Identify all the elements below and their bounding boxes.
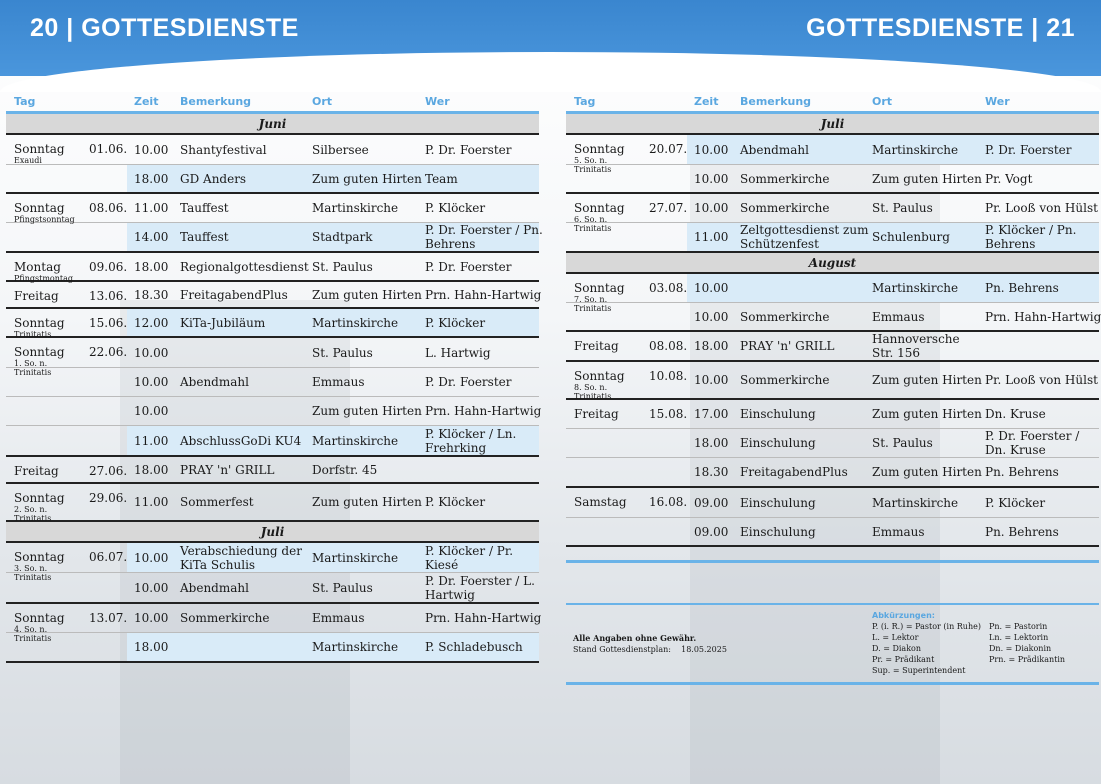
time: 10.00: [694, 142, 729, 157]
time: 11.00: [134, 201, 169, 215]
table-row: [566, 135, 1099, 174]
day-name: Sonntag: [574, 369, 625, 383]
date: 09.06.: [89, 260, 128, 274]
col-time: Zeit: [694, 95, 719, 108]
day-name: Sonntag: [574, 142, 625, 156]
who: P. Klöcker: [425, 201, 486, 215]
abbr-item: Pn. = Pastorin: [989, 622, 1048, 631]
time: 09.00: [694, 495, 729, 510]
note: PRAY 'n' GRILL: [740, 339, 835, 353]
who: P. Dr. Foerster: [985, 142, 1072, 157]
day-sub: 8. So. n. Trinitatis: [574, 383, 612, 401]
note: AbschlussGoDi KU4: [180, 433, 302, 448]
place: Silbersee: [312, 142, 369, 157]
note: Sommerkirche: [740, 171, 830, 186]
time: 18.00: [134, 462, 169, 477]
place: Zum guten Hirten: [312, 404, 422, 418]
note: KiTa-Jubiläum: [180, 315, 266, 330]
col-time: Zeit: [134, 95, 159, 108]
day-sub: 7. So. n. Trinitatis: [574, 295, 612, 313]
time: 10.00: [694, 171, 729, 186]
time: 10.00: [134, 142, 169, 157]
footer-divider-bottom: [566, 682, 1099, 685]
time: 10.00: [134, 404, 169, 418]
table-row: [6, 604, 542, 643]
day-name: Sonntag: [574, 201, 625, 215]
table-row: [6, 165, 539, 194]
time: 18.00: [694, 339, 729, 353]
note: Einschulung: [740, 524, 816, 539]
day-sub: Exaudi: [14, 156, 42, 165]
who: Pr. Vogt: [985, 171, 1033, 186]
table-header: [566, 92, 1099, 114]
table-row: [6, 368, 539, 397]
who: Pn. Behrens: [985, 524, 1059, 539]
who: P. Klöcker: [425, 315, 486, 330]
abbr-item: Pr. = Prädikant: [872, 655, 935, 664]
date: 01.06.: [89, 142, 128, 156]
who: Pn. Behrens: [985, 465, 1059, 479]
left-page-title: 20 | GOTTESDIENSTE: [30, 14, 299, 42]
day-name: Sonntag: [14, 142, 65, 156]
who: P. Dr. Foerster / Dn. Kruse: [985, 429, 1080, 457]
who: P. Dr. Foerster / Pn. Behrens: [425, 223, 543, 251]
table-row: [566, 429, 1099, 458]
place: Stadtpark: [312, 230, 373, 244]
place: Martinskirche: [872, 142, 959, 157]
note: Tauffest: [180, 201, 229, 215]
table-row: [566, 165, 1099, 194]
who: Prn. Hahn-Hartwig: [425, 287, 542, 302]
place: Emmaus: [872, 524, 925, 539]
table-row: [6, 573, 539, 604]
date: 13.06.: [89, 289, 128, 303]
note: Abendmahl: [180, 375, 249, 389]
day-sub: Pfingstmontag: [14, 274, 73, 283]
day-name: Freitag: [14, 464, 59, 478]
place: Martinskirche: [312, 550, 399, 565]
day-name: Sonntag: [14, 201, 65, 215]
table-row: [6, 426, 539, 457]
date: 27.07.: [649, 201, 688, 215]
time: 11.00: [134, 433, 169, 448]
month-heading: Juli: [6, 522, 539, 543]
who: P. Klöcker / Ln. Frehrking: [425, 426, 517, 455]
table-row: [566, 303, 1099, 332]
col-place: Ort: [872, 95, 893, 108]
table-row: [566, 223, 1099, 253]
day-sub: Pfingstsonntag: [14, 215, 75, 224]
note: Zeltgottesdienst zum Schützenfest: [740, 223, 869, 251]
table-row: [6, 194, 539, 223]
disclaimer-text: Alle Angaben ohne Gewähr.: [573, 633, 697, 643]
place: Zum guten Hirten: [872, 373, 982, 387]
note: Sommerfest: [180, 495, 254, 509]
place: Martinskirche: [872, 495, 959, 510]
date: 08.08.: [649, 339, 688, 353]
place: Martinskirche: [872, 281, 959, 295]
abbreviations-title: Abkürzungen:: [872, 611, 935, 620]
time: 10.00: [694, 281, 729, 295]
table-row: [6, 633, 539, 663]
place: St. Paulus: [872, 436, 933, 450]
place: Zum guten Hirten: [312, 495, 422, 509]
day-name: Samstag: [574, 495, 627, 509]
time: 10.00: [694, 373, 729, 387]
table-row: [6, 397, 542, 426]
plan-date: Stand Gottesdienstplan: 18.05.2025: [573, 645, 727, 654]
place: Zum guten Hirten: [312, 171, 422, 186]
time: 12.00: [134, 315, 169, 330]
who: P. Schladebusch: [425, 640, 523, 654]
table-row: [566, 332, 1099, 362]
table-row: [566, 194, 1099, 233]
who: P. Dr. Foerster: [425, 142, 512, 157]
table-row: [6, 223, 543, 253]
table-row: [6, 338, 539, 377]
date: 16.08.: [649, 495, 688, 509]
col-day: Tag: [14, 95, 36, 108]
abbr-item: P. (i. R.) = Pastor (in Ruhe): [872, 622, 981, 631]
footer-divider-mid: [566, 603, 1099, 605]
note: Sommerkirche: [740, 309, 830, 324]
day-sub: 1. So. n. Trinitatis: [14, 359, 52, 377]
date: 29.06.: [89, 491, 128, 505]
time: 17.00: [694, 407, 729, 421]
time: 10.00: [694, 201, 729, 215]
day-sub: Trinitatis: [14, 330, 52, 339]
table-row: [6, 457, 539, 484]
place: Martinskirche: [312, 433, 399, 448]
day-name: Montag: [14, 260, 61, 274]
day-name: Sonntag: [574, 281, 625, 295]
who: P. Klöcker / Pr. Kiesé: [425, 543, 514, 572]
time: 09.00: [694, 524, 729, 539]
disclaimer: [573, 633, 727, 654]
date: 13.07.: [89, 611, 128, 625]
who: Pn. Behrens: [985, 281, 1059, 295]
abbr-item: D. = Diakon: [872, 644, 922, 653]
day-sub: 5. So. n. Trinitatis: [574, 156, 612, 174]
day-sub: 4. So. n. Trinitatis: [14, 625, 52, 643]
day-name: Freitag: [574, 407, 619, 421]
place: St. Paulus: [312, 259, 373, 274]
table-header: [6, 92, 539, 114]
day-sub: 6. So. n. Trinitatis: [574, 215, 612, 233]
who: P. Klöcker: [425, 495, 486, 509]
date: 27.06.: [89, 464, 128, 478]
note: Sommerkirche: [740, 201, 830, 215]
place: St. Paulus: [312, 345, 373, 360]
time: 18.00: [134, 259, 169, 274]
who: Pr. Looß von Hülst: [985, 373, 1098, 387]
note: Shantyfestival: [180, 142, 267, 157]
place: St. Paulus: [312, 580, 373, 595]
time: 18.30: [694, 465, 729, 479]
abbr-item: Dn. = Diakonin: [989, 644, 1052, 653]
abbr-item: L. = Lektor: [872, 633, 919, 642]
place: Dorfstr. 45: [312, 462, 378, 477]
time: 18.00: [694, 436, 729, 450]
who: L. Hartwig: [425, 345, 491, 360]
note: Einschulung: [740, 407, 816, 421]
table-row: [6, 309, 539, 338]
month-heading: August: [566, 253, 1099, 274]
day-name: Freitag: [14, 289, 59, 303]
time: 18.30: [134, 287, 169, 302]
time: 14.00: [134, 230, 169, 244]
day-name: Sonntag: [14, 611, 65, 625]
col-note: Bemerkung: [740, 95, 812, 108]
note: Regionalgottesdienst: [180, 259, 309, 274]
place: St. Paulus: [872, 201, 933, 215]
place: Martinskirche: [312, 640, 399, 654]
right-schedule-table: [566, 92, 1099, 547]
day-sub: 2. So. n. Trinitatis: [14, 505, 52, 523]
time: 10.00: [134, 345, 169, 360]
time: 18.00: [134, 171, 169, 186]
time: 10.00: [134, 550, 169, 565]
note: GD Anders: [180, 171, 247, 186]
footer-divider-top: [566, 560, 1099, 563]
time: 10.00: [134, 375, 169, 389]
col-note: Bemerkung: [180, 95, 252, 108]
date: 06.07.: [89, 550, 128, 564]
col-who: Wer: [985, 95, 1010, 108]
who: P. Dr. Foerster: [425, 259, 512, 274]
table-row: [566, 458, 1099, 488]
note: Einschulung: [740, 436, 816, 450]
place: Schulenburg: [872, 230, 950, 244]
place: Emmaus: [312, 375, 365, 389]
table-row: [6, 543, 539, 582]
table-row: [6, 253, 539, 282]
day-name: Freitag: [574, 339, 619, 353]
col-day: Tag: [574, 95, 596, 108]
time: 10.00: [134, 580, 169, 595]
abbr-item: Prn. = Prädikantin: [989, 655, 1066, 664]
date: 20.07.: [649, 142, 688, 156]
place: Zum guten Hirten: [872, 171, 982, 186]
who: Prn. Hahn-Hartwig: [425, 404, 542, 418]
abbreviations-left: [872, 621, 981, 676]
month-heading: Juli: [566, 114, 1099, 135]
table-row: [6, 282, 542, 309]
who: Pr. Looß von Hülst: [985, 201, 1098, 215]
table-row: [566, 400, 1099, 429]
abbr-item: Ln. = Lektorin: [989, 633, 1049, 642]
abbr-item: Sup. = Superintendent: [872, 666, 966, 675]
who: Dn. Kruse: [985, 407, 1046, 421]
place: Hannoversche Str. 156: [872, 332, 960, 360]
time: 10.00: [134, 611, 169, 625]
who: P. Klöcker: [985, 495, 1046, 510]
time: 11.00: [694, 230, 729, 244]
note: PRAY 'n' GRILL: [180, 462, 275, 477]
note: FreitagabendPlus: [180, 287, 288, 302]
date: 03.08.: [649, 281, 688, 295]
who: Prn. Hahn-Hartwig: [425, 611, 542, 625]
date: 15.08.: [649, 407, 688, 421]
table-row: [6, 484, 539, 522]
table-row: [566, 488, 1099, 518]
day-name: Sonntag: [14, 316, 65, 330]
left-schedule-table: [6, 92, 543, 663]
table-row: [566, 362, 1099, 400]
table-row: [566, 274, 1099, 313]
table-row: [6, 135, 539, 165]
date: 10.08.: [649, 369, 688, 383]
note: Verabschiedung der KiTa Schulis: [180, 543, 302, 572]
date: 08.06.: [89, 201, 128, 215]
note: Einschulung: [740, 495, 816, 510]
place: Zum guten Hirten: [872, 407, 982, 421]
note: Tauffest: [180, 230, 229, 244]
note: Abendmahl: [180, 580, 249, 595]
who: P. Klöcker / Pn. Behrens: [985, 223, 1077, 251]
who: Prn. Hahn-Hartwig: [985, 309, 1101, 324]
day-name: Sonntag: [14, 550, 65, 564]
note: Abendmahl: [740, 142, 809, 157]
abbreviations-right: [989, 621, 1065, 665]
place: Martinskirche: [312, 201, 399, 215]
who: Team: [425, 171, 458, 186]
month-heading: Juni: [6, 114, 539, 135]
place: Emmaus: [312, 611, 365, 625]
note: Sommerkirche: [180, 611, 270, 625]
who: P. Dr. Foerster / L. Hartwig: [425, 573, 535, 602]
col-place: Ort: [312, 95, 333, 108]
time: 10.00: [694, 309, 729, 324]
note: FreitagabendPlus: [740, 465, 848, 479]
note: Sommerkirche: [740, 373, 830, 387]
day-name: Sonntag: [14, 345, 65, 359]
place: Zum guten Hirten: [312, 287, 422, 302]
place: Zum guten Hirten: [872, 465, 982, 479]
who: P. Dr. Foerster: [425, 375, 512, 389]
time: 11.00: [134, 495, 169, 509]
date: 15.06.: [89, 316, 128, 330]
day-name: Sonntag: [14, 491, 65, 505]
time: 18.00: [134, 640, 169, 654]
day-sub: 3. So. n. Trinitatis: [14, 564, 52, 582]
right-page-title: GOTTESDIENSTE | 21: [806, 14, 1075, 42]
place: Emmaus: [872, 309, 925, 324]
date: 22.06.: [89, 345, 128, 359]
table-row: [566, 518, 1099, 547]
place: Martinskirche: [312, 315, 399, 330]
col-who: Wer: [425, 95, 450, 108]
